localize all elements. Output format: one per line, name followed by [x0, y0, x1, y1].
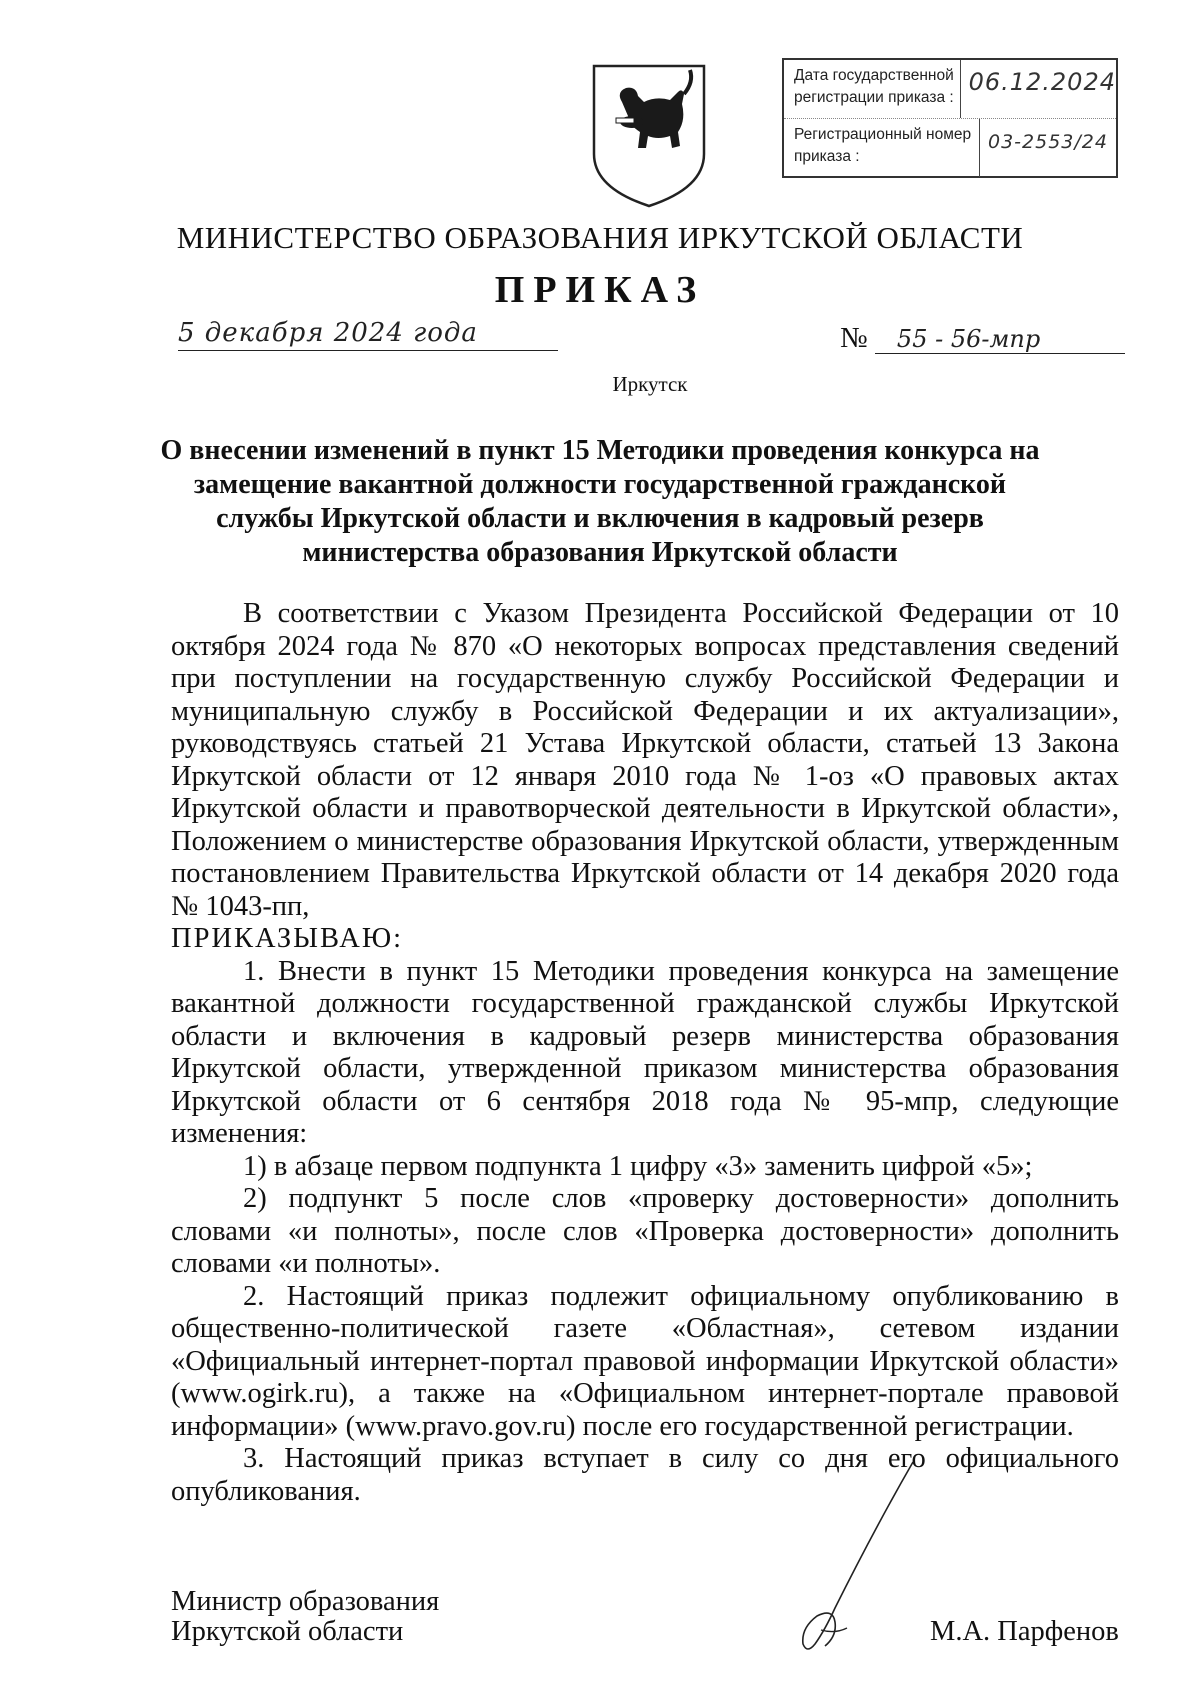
signer-name: М.А. Парфенов	[930, 1616, 1119, 1647]
coat-of-arms-icon	[586, 62, 712, 210]
orders-word: ПРИКАЗЫВАЮ:	[171, 923, 404, 954]
order-number-value: 55 - 56-мпр	[875, 325, 1125, 354]
stamp-number-label: Регистрационный номер приказа :	[784, 119, 980, 177]
document-title: О внесении изменений в пункт 15 Методики проведения конкурса на замещение вакантной должности государственной гражданской службы Иркутской области и включения в кадровый резерв министерства образования Иркутской области	[160, 435, 1040, 568]
item-1-2-paragraph: 2) подпункт 5 после слов «проверку достоверности» дополнить словами «и полноты», после слов «Проверка достоверности» дополнить словами «и полноты».	[171, 1183, 1119, 1279]
signature-icon	[795, 1458, 925, 1658]
stamp-number-row	[784, 118, 1116, 177]
signer-title-line2: Иркутской области	[171, 1616, 404, 1647]
stamp-date-label: Дата государственной регистрации приказа :	[784, 60, 961, 118]
signer-title-line1: Министр образования	[171, 1586, 440, 1617]
item-2-paragraph: 2. Настоящий приказ подлежит официальному опубликованию в общественно-политической газете «Областная», сетевом издании «Официальный интернет-портал правовой информации Иркутской области» (www.ogirk.ru), а также на «Официальном интернет-портале правовой информации» (www.pravo.gov.ru) после его государственной регистрации.	[171, 1280, 1119, 1442]
item-1-paragraph: 1. Внести в пункт 15 Методики проведения конкурса на замещение вакантной должности государственной гражданской службы Иркутской области и включения в кадровый резерв министерства образования Иркутской области, утвержденной приказом министерства образования Иркутской области от 6 сентября 2018 года № 95-мпр, следующие изменения:	[171, 955, 1119, 1149]
order-number	[840, 322, 1125, 355]
number-sign: №	[840, 322, 868, 354]
stamp-date-value: 06.12.2024	[968, 68, 1116, 96]
ministry-name: МИНИСТЕРСТВО ОБРАЗОВАНИЯ ИРКУТСКОЙ ОБЛАСТИ	[176, 220, 1024, 255]
document-body	[171, 598, 1119, 1508]
order-date: 5 декабря 2024 года	[178, 318, 558, 351]
stamp-number-value: 03-2553/24	[988, 131, 1108, 153]
registration-stamp	[782, 58, 1118, 178]
item-3-paragraph: 3. Настоящий приказ вступает в силу со дня его официального опубликования.	[171, 1443, 1119, 1507]
stamp-date-row	[784, 60, 1116, 118]
city: Иркутск	[612, 372, 688, 396]
signer-title	[171, 1587, 439, 1647]
preamble-paragraph: В соответствии с Указом Президента Российской Федерации от 10 октября 2024 года № 870 «О некоторых вопросах представления сведений при поступлении на государственную службу Российской Федерации и муниципальную службу в Российской Федерации и их актуализации», руководствуясь статьей 21 Устава Иркутской области, статьей 13 Закона Иркутской области от 12 января 2010 года № 1-оз «О правовых актах Иркутской области и правотворческой деятельности в Иркутской области», Положением о министерстве образования Иркутской области, утвержденным постановлением Правительства Иркутской области от 14 декабря 2020 года № 1043-пп,	[171, 598, 1119, 922]
document-type: ПРИКАЗ	[494, 269, 706, 311]
item-1-1-paragraph: 1) в абзаце первом подпункта 1 цифру «3» заменить цифрой «5»;	[243, 1150, 1033, 1182]
